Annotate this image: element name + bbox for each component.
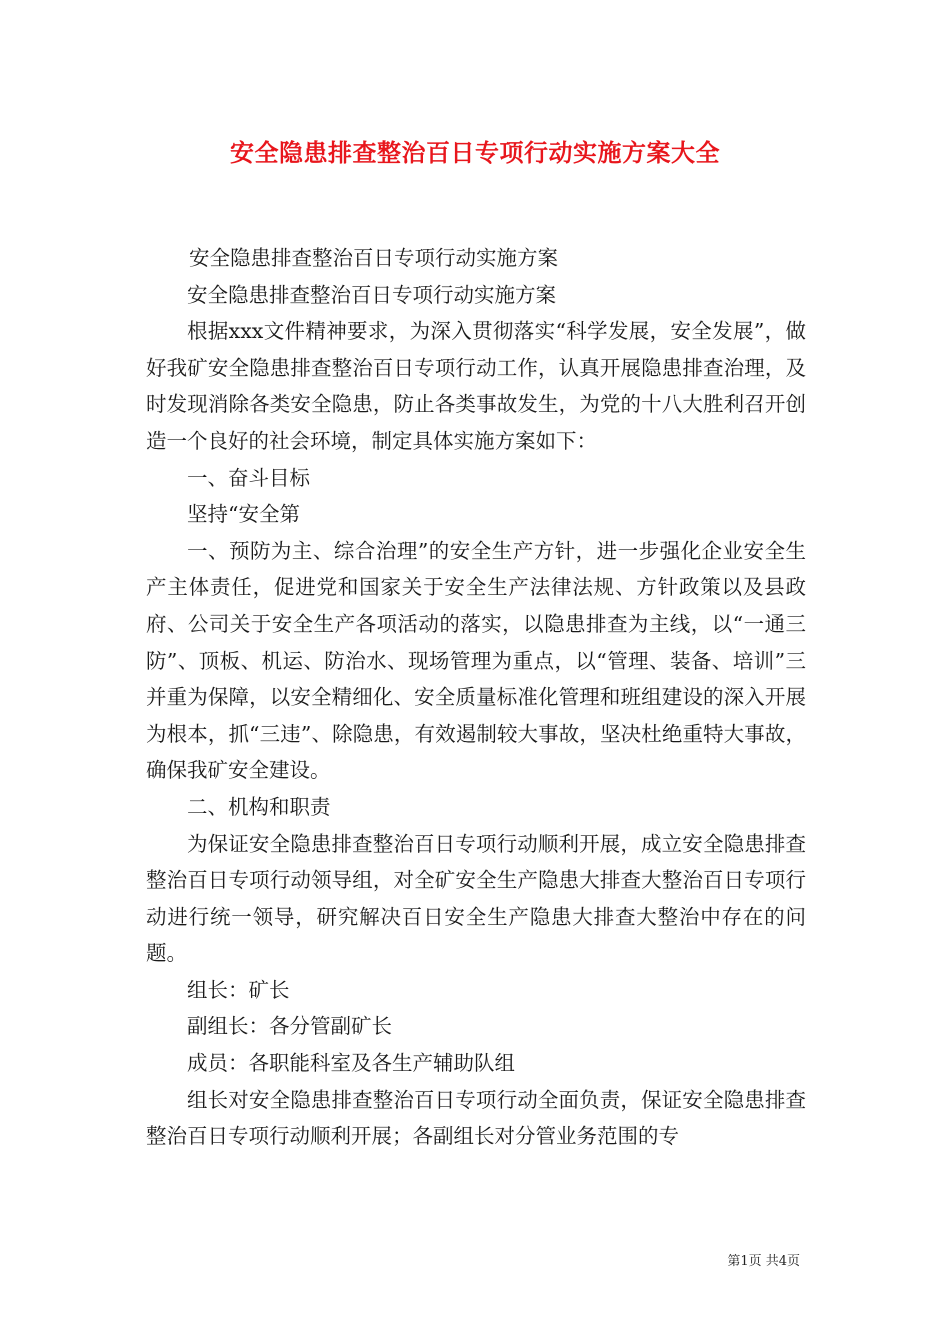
page-number: 第1页 共4页 xyxy=(727,1254,800,1269)
paragraph: 组长：矿长 xyxy=(187,977,290,1002)
paragraph: 为保证安全隐患排查整治百日专项行动顺利开展，成立安全隐患排查整治百日专项行动领导组，对全矿安全生产隐患大排查大整治百日专项行动进行统一领导，研究解决百日安全生产隐患大排查大整治中存在的问题。 xyxy=(146,831,806,966)
paragraph: 安全隐患排查整治百日专项行动实施方案 xyxy=(187,282,556,307)
section-heading: 一、奋斗目标 xyxy=(187,465,310,490)
paragraph: 组长对安全隐患排查整治百日专项行动全面负责，保证安全隐患排查整治百日专项行动顺利开展；各副组长对分管业务范围的专 xyxy=(146,1087,806,1149)
paragraph: 根据xxx文件精神要求，为深入贯彻落实“科学发展，安全发展”，做好我矿安全隐患排查整治百日专项行动工作，认真开展隐患排查治理，及时发现消除各类安全隐患，防止各类事故发生，为党的十八大胜利召开创造一个良好的社会环境，制定具体实施方案如下： xyxy=(146,319,806,453)
paragraph: 副组长：各分管副矿长 xyxy=(187,1014,392,1039)
paragraph: 安全隐患排查整治百日专项行动实施方案 xyxy=(189,246,558,270)
paragraph: 一、预防为主、综合治理”的安全生产方针，进一步强化企业安全生产主体责任，促进党和国家关于安全生产法律法规、方针政策以及县政府、公司关于安全生产各项活动的落实，以隐患排查为主线，以“一通三防”、顶板、机运、防治水、现场管理为重点，以“管理、装备、培训”三并重为保障，以安全精细化、安全质量标准化管理和班组建设的深入开展为根本，抓“三违”、除隐患，有效遏制较大事故，坚决杜绝重特大事故，确保我矿安全建设。 xyxy=(146,538,806,783)
paragraph: 坚持“安全第 xyxy=(187,502,300,527)
document-title: 安全隐患排查整治百日专项行动实施方案大全 xyxy=(230,138,720,167)
section-heading: 二、机构和职责 xyxy=(187,794,331,819)
paragraph: 成员：各职能科室及各生产辅助队组 xyxy=(187,1051,515,1076)
document-body xyxy=(146,240,806,1155)
